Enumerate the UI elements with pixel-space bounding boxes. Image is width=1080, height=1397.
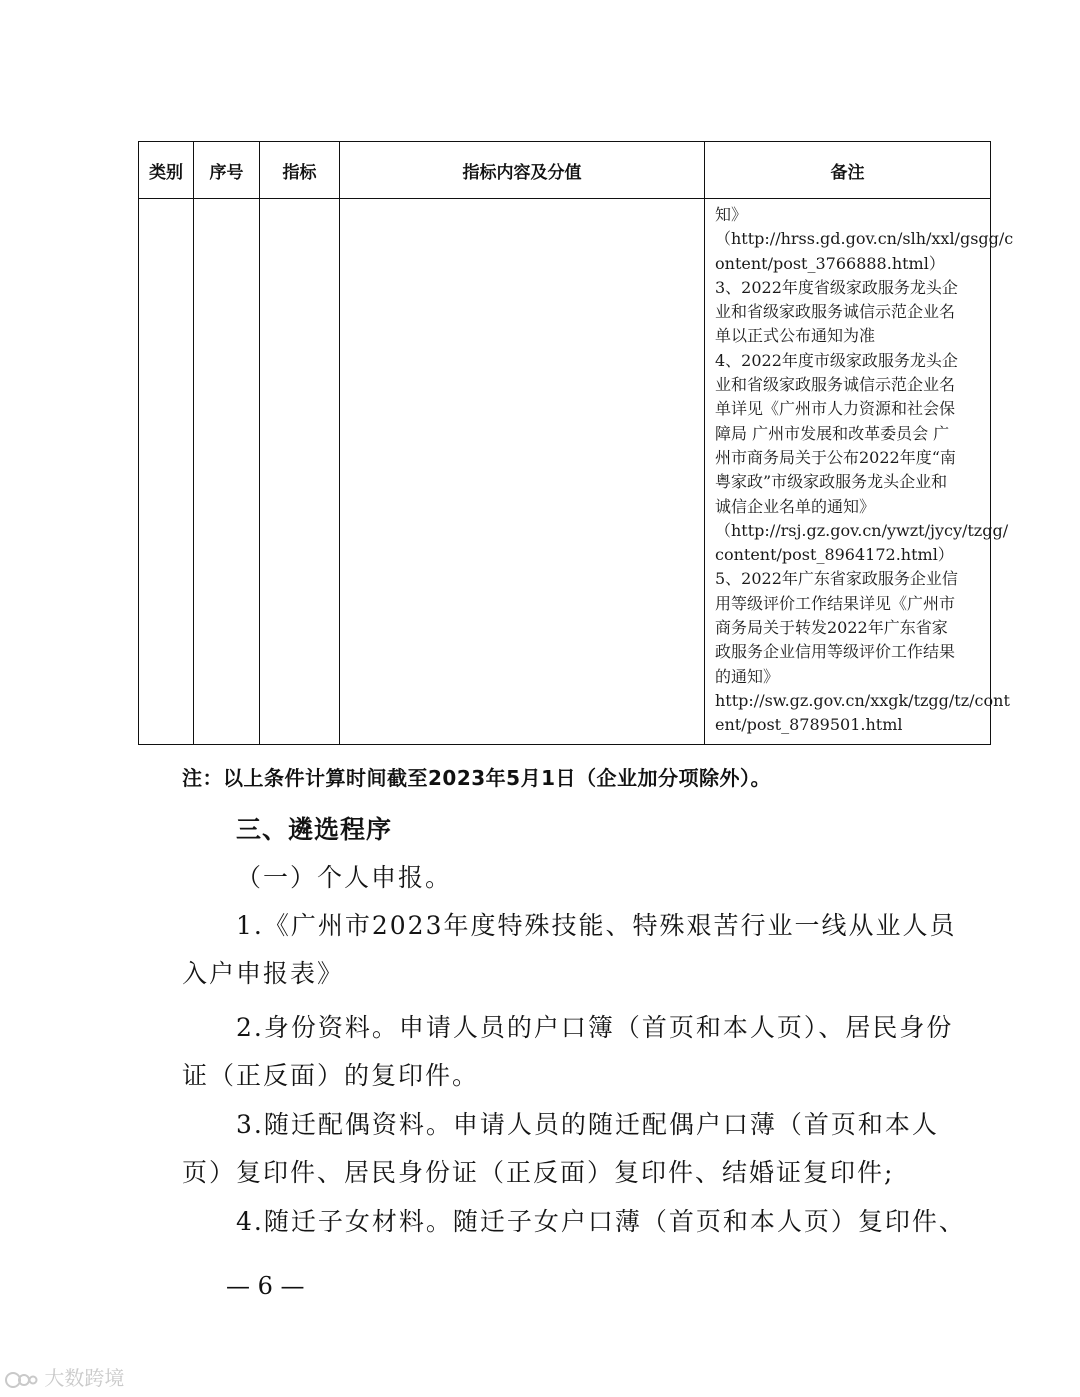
header-serial: 序号 [194, 142, 260, 199]
remarks-line: 粤家政”市级家政服务龙头企业和 [715, 472, 948, 492]
cell-category [139, 199, 194, 745]
remarks-line: http://sw.gz.gov.cn/xxgk/tzgg/tz/cont [715, 690, 1010, 710]
remarks-line: 的通知》 [715, 666, 780, 686]
remarks-line: 5、2022年广东省家政服务企业信 [715, 569, 958, 589]
header-indicator: 指标 [260, 142, 340, 199]
header-remarks: 备注 [705, 142, 991, 199]
remarks-line: ent/post_8789501.html [715, 715, 903, 735]
header-category: 类别 [139, 142, 194, 199]
remarks-line: 商务局关于转发2022年广东省家 [715, 618, 948, 638]
remarks-line: 业和省级家政服务诚信示范企业名 [715, 375, 956, 395]
header-content-score: 指标内容及分值 [340, 142, 705, 199]
paragraph-line: 2.身份资料。申请人员的户口簿（首页和本人页）、居民身份 [236, 1013, 954, 1042]
cell-content-score [340, 199, 705, 745]
criteria-table [138, 141, 1014, 745]
watermark [4, 1362, 124, 1391]
table-row [139, 199, 991, 745]
table-header-row [139, 142, 991, 199]
remarks-line: ontent/post_3766888.html） [715, 253, 945, 273]
remarks-line: 单以正式公布通知为准 [715, 326, 876, 346]
paragraph-line: 4.随迁子女材料。随迁子女户口薄（首页和本人页）复印件、 [236, 1207, 966, 1236]
remarks-line: 知》 [715, 205, 748, 224]
table-note: 注：以上条件计算时间截至2023年5月1日（企业加分项除外）。 [182, 766, 771, 790]
paragraph-line: 3.随迁配偶资料。申请人员的随迁配偶户口薄（首页和本人 [236, 1110, 939, 1139]
remarks-line: 障局 广州市发展和改革委员会 广 [715, 423, 950, 443]
cell-serial [194, 199, 260, 745]
section-heading: 三、遴选程序 [236, 815, 393, 844]
remarks-line: 业和省级家政服务诚信示范企业名 [715, 302, 956, 322]
remarks-line: 3、2022年度省级家政服务龙头企 [715, 277, 958, 297]
watermark-text: 大数跨境 [44, 1366, 125, 1390]
cell-indicator [260, 199, 340, 745]
remarks-line: 单详见《广州市人力资源和社会保 [715, 399, 956, 419]
remarks-line: 用等级评价工作结果详见《广州市 [715, 593, 956, 613]
remarks-line: 4、2022年度市级家政服务龙头企 [715, 350, 958, 370]
remarks-line: （http://hrss.gd.gov.cn/slh/xxl/gsgg/c [715, 229, 1014, 249]
watermark-logo-icon [4, 1369, 38, 1391]
cell-remarks [705, 199, 1014, 745]
paragraph-line: 证（正反面）的复印件。 [182, 1061, 480, 1090]
remarks-line: 政服务企业信用等级评价工作结果 [715, 642, 956, 662]
remarks-line: 诚信企业名单的通知》 [715, 496, 876, 516]
paragraph-line: 页）复印件、居民身份证（正反面）复印件、结婚证复印件; [182, 1158, 895, 1187]
remarks-line: （http://rsj.gz.gov.cn/ywzt/jycy/tzgg/ [715, 520, 1009, 540]
page-number: — 6 — [226, 1272, 305, 1300]
remarks-line: content/post_8964172.html） [715, 545, 954, 565]
remarks-text [705, 199, 1014, 738]
remarks-line: 州市商务局关于公布2022年度“南 [715, 447, 956, 467]
subheading-personal-application: （一）个人申报。 [236, 863, 453, 892]
paragraph-line: 1.《广州市2023年度特殊技能、特殊艰苦行业一线从业人员 [236, 911, 957, 940]
paragraph-line: 入户申报表》 [182, 959, 345, 988]
